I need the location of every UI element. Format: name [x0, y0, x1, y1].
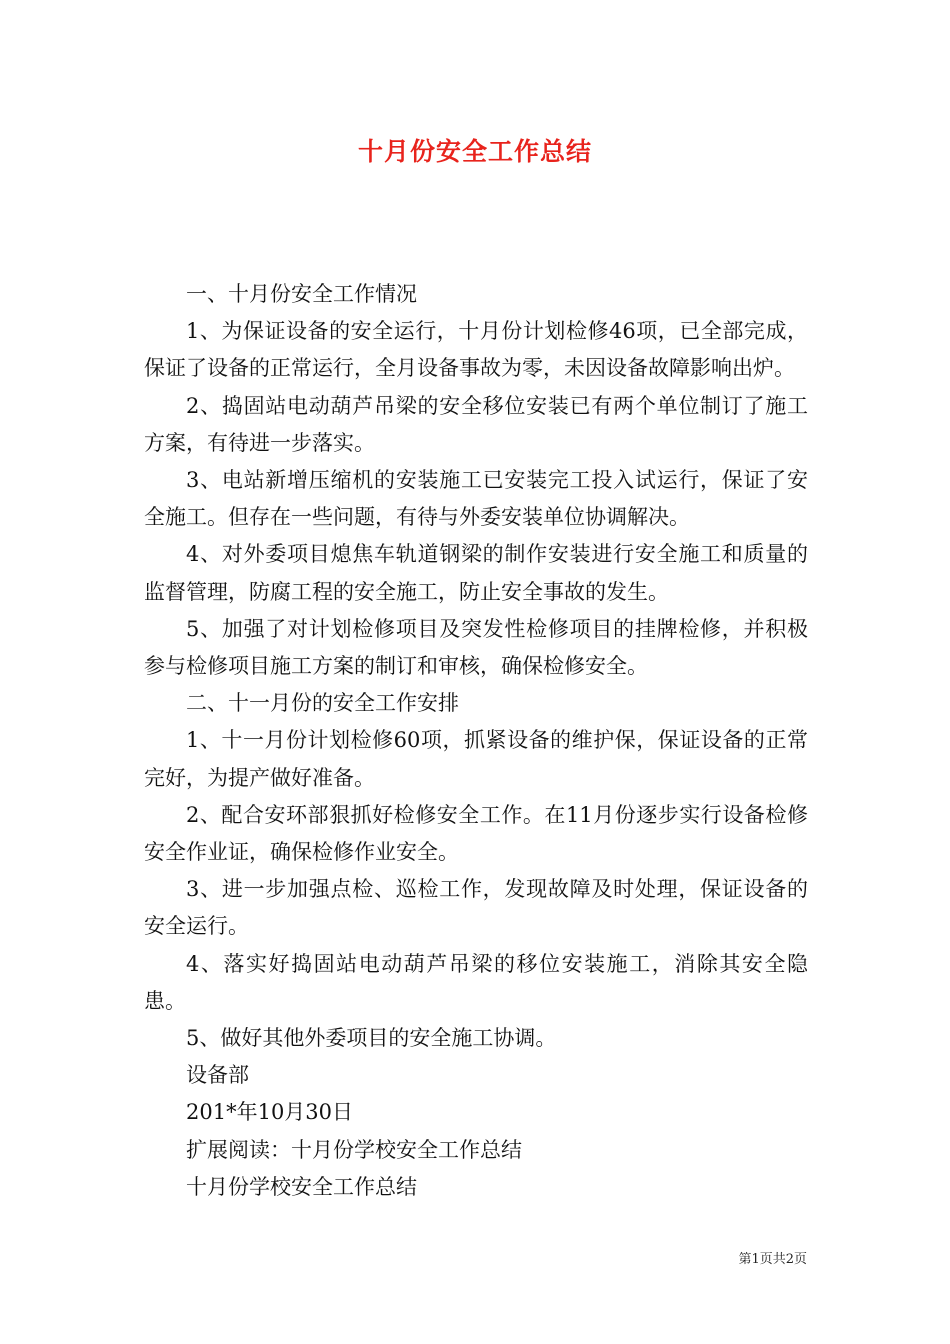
paragraph: 4、落实好捣固站电动葫芦吊梁的移位安装施工，消除其安全隐患。	[144, 951, 808, 1013]
section-heading-1: 一、十月份安全工作情况	[186, 282, 417, 306]
paragraph: 1、为保证设备的安全运行，十月份计划检修46项，已全部完成，保证了设备的正常运行，全月设备事故为零，未因设备故障影响出炉。	[144, 319, 808, 381]
document-title: 十月份安全工作总结	[357, 137, 592, 166]
paragraph: 5、加强了对计划检修项目及突发性检修项目的挂牌检修，并积极参与检修项目施工方案的制订和审核，确保检修安全。	[144, 616, 808, 679]
document-body	[144, 276, 808, 1206]
document-date: 201*年10月30日	[186, 1100, 354, 1125]
paragraph: 4、对外委项目熄焦车轨道钢梁的制作安装进行安全施工和质量的监督管理，防腐工程的安全施工，防止安全事故的发生。	[144, 542, 808, 604]
page-number: 第1页共2页	[738, 1252, 807, 1267]
section-heading-2: 二、十一月份的安全工作安排	[186, 691, 459, 716]
paragraph: 3、电站新增压缩机的安装施工已安装完工投入试运行，保证了安全施工。但存在一些问题，有待与外委安装单位协调解决。	[144, 468, 808, 530]
paragraph: 1、十一月份计划检修60项，抓紧设备的维护保，保证设备的正常完好，为提产做好准备。	[144, 728, 808, 790]
paragraph: 2、配合安环部狠抓好检修安全工作。在11月份逐步实行设备检修安全作业证，确保检修作业安全。	[144, 802, 808, 865]
department-signature: 设备部	[186, 1063, 249, 1088]
sub-document-title: 十月份学校安全工作总结	[186, 1174, 417, 1199]
paragraph: 2、捣固站电动葫芦吊梁的安全移位安装已有两个单位制订了施工方案，有待进一步落实。	[144, 393, 808, 455]
paragraph: 5、做好其他外委项目的安全施工协调。	[186, 1026, 557, 1051]
extended-reading-label: 扩展阅读：十月份学校安全工作总结	[186, 1137, 522, 1162]
paragraph: 3、进一步加强点检、巡检工作，发现故障及时处理，保证设备的安全运行。	[144, 877, 808, 939]
